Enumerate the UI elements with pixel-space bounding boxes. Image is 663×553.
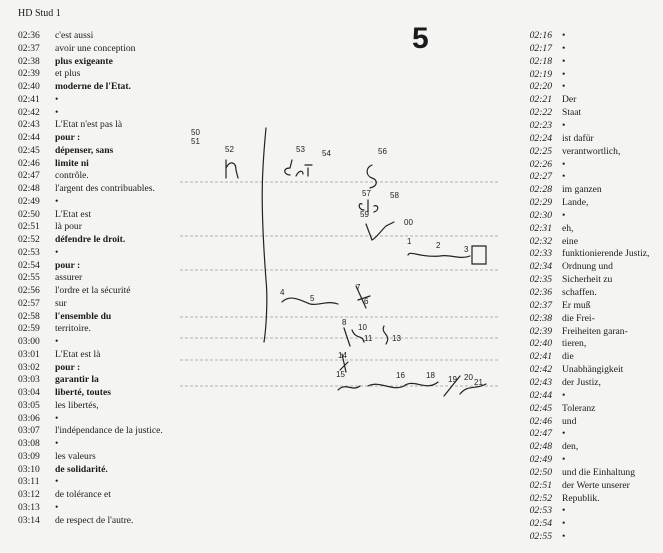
timestamp: 02:35: [529, 274, 552, 286]
note-number: 5: [310, 294, 315, 303]
timestamp: 02:45: [18, 144, 40, 156]
timestamp: 03:11: [18, 476, 40, 488]
transcript-text: •: [562, 119, 566, 131]
transcript-text: •: [562, 55, 566, 67]
note-number-labels: [191, 128, 483, 387]
transcript-text: •: [562, 389, 566, 401]
timestamp: 02:43: [18, 119, 40, 131]
timestamp: 02:46: [529, 415, 552, 427]
transcript-text: L'Etat est: [55, 208, 92, 220]
timestamp: 02:37: [18, 42, 40, 54]
transcript-text: •: [562, 428, 566, 440]
transcript-text: •: [562, 68, 566, 80]
timestamp: 02:57: [18, 297, 40, 309]
timestamp: 02:49: [18, 195, 40, 207]
timestamp: 02:48: [529, 441, 552, 453]
note-number: 8: [342, 318, 347, 327]
note-number: 10: [358, 323, 367, 332]
transcript-text: •: [55, 336, 59, 347]
handwriting-arrow: [366, 222, 394, 240]
timestamp: 02:23: [529, 119, 552, 131]
timestamp: 03:14: [18, 514, 40, 526]
timestamp: 02:44: [18, 132, 40, 143]
transcript-text: •: [55, 438, 59, 449]
transcript-text: contrôle.: [55, 170, 89, 182]
note-number: 54: [322, 149, 331, 158]
note-number: 00: [404, 218, 413, 227]
transcript-text: c'est aussi: [55, 30, 94, 41]
timestamp: 02:46: [18, 157, 40, 169]
transcript-text: plus exigeante: [55, 55, 113, 67]
transcript-text: und: [562, 415, 577, 427]
note-number: 18: [426, 371, 435, 380]
transcript-text: avoir une conception: [55, 42, 136, 54]
transcript-text: schaffen.: [562, 287, 597, 298]
transcript-text: den,: [562, 441, 579, 453]
timestamp: 02:21: [529, 94, 552, 106]
transcript-text: garantir la: [55, 374, 99, 386]
transcript-text: de respect de l'autre.: [55, 514, 134, 526]
transcript-text: •: [55, 195, 59, 207]
transcript-text: ist dafür: [562, 132, 594, 144]
note-number: 4: [280, 288, 285, 297]
transcript-text: pour :: [55, 259, 81, 271]
transcript-text: pour :: [55, 361, 81, 373]
timestamp: 02:44: [529, 389, 552, 401]
transcript-text: Er muß: [562, 299, 591, 311]
transcript-text: moderne de l'Etat.: [55, 81, 131, 92]
timestamp: 03:03: [18, 374, 40, 386]
transcript-text: assurer: [55, 272, 83, 284]
timestamp: 02:29: [529, 197, 552, 209]
note-number: 2: [436, 241, 441, 250]
transcript-text: •: [562, 81, 566, 93]
handwriting-def: [285, 160, 312, 176]
note-number: 16: [396, 371, 405, 380]
transcript-text: Freiheiten garan-: [562, 325, 628, 337]
transcript-text: funktionierende Justiz,: [562, 248, 650, 260]
timestamp: 03:01: [18, 348, 40, 360]
transcript-text: les valeurs: [55, 450, 96, 462]
note-number: 1: [407, 237, 412, 246]
timestamp: 02:36: [18, 30, 40, 41]
timestamp: 02:39: [18, 68, 40, 80]
timestamp: 03:06: [18, 412, 40, 424]
timestamp: 02:27: [529, 171, 552, 183]
transcript-text: •: [562, 42, 566, 54]
timestamp: 02:54: [18, 259, 40, 271]
timestamp: 02:33: [529, 248, 552, 260]
transcript-text: •: [562, 209, 566, 221]
handwriting-n: [226, 160, 238, 178]
transcript-text: L'Etat n'est pas là: [55, 119, 123, 131]
note-number: 3: [464, 245, 469, 254]
transcript-text: eh,: [562, 222, 574, 234]
timestamp: 02:47: [18, 170, 40, 182]
transcript-text: Toleranz: [562, 402, 596, 414]
transcript-text: •: [562, 531, 566, 543]
note-number: 57: [362, 189, 371, 198]
timestamp: 02:39: [529, 325, 552, 337]
transcript-text: et plus: [55, 68, 81, 80]
timestamp: 03:07: [18, 425, 40, 437]
transcript-text: Lande,: [562, 197, 589, 209]
timestamp: 03:10: [18, 463, 40, 475]
timestamp: 02:56: [18, 285, 40, 296]
transcript-text: Sicherheit zu: [562, 274, 613, 286]
note-number: 50: [191, 128, 200, 137]
transcript-text: Republik.: [562, 492, 600, 504]
note-number: 58: [390, 191, 399, 200]
timestamp: 02:43: [529, 376, 552, 388]
timestamp: 02:47: [529, 428, 552, 440]
timestamp: 02:51: [18, 221, 40, 233]
note-number: 21: [474, 378, 483, 387]
timestamp: 02:24: [529, 132, 552, 144]
transcript-text: liberté, toutes: [55, 387, 111, 398]
timestamp: 03:09: [18, 450, 40, 462]
transcript-text: les libertés,: [55, 399, 99, 411]
note-number: 52: [225, 145, 234, 154]
transcript-text: L'Etat est là: [55, 348, 101, 360]
timestamp: 02:17: [529, 42, 552, 54]
timestamp: 02:32: [529, 235, 552, 247]
timestamp: 03:05: [18, 399, 40, 411]
transcript-text: der Justiz,: [562, 376, 601, 388]
timestamp: 02:58: [18, 310, 40, 322]
timestamp: 03:12: [18, 489, 40, 500]
handwriting-s: [367, 165, 376, 188]
document-header: HD Stud 1: [18, 8, 61, 19]
transcript-text: sur: [55, 297, 67, 309]
transcript-text: eine: [562, 235, 578, 247]
timestamp: 02:50: [18, 208, 40, 220]
timestamp: 02:45: [529, 402, 552, 414]
timestamp: 02:52: [529, 492, 552, 504]
transcript-text: •: [562, 171, 566, 183]
note-number: 56: [378, 147, 387, 156]
transcript-text: l'ensemble du: [55, 310, 112, 322]
transcript-text: limite ni: [55, 157, 89, 169]
transcript-text: de solidarité.: [55, 463, 108, 475]
handwriting-exigeante: [408, 246, 486, 264]
timestamp: 02:48: [18, 183, 40, 194]
timestamp: 02:25: [529, 145, 552, 157]
timestamp: 02:26: [529, 158, 552, 170]
timestamp: 02:42: [529, 364, 552, 376]
timestamp: 02:37: [529, 299, 552, 311]
timestamp: 02:53: [18, 246, 40, 258]
vertical-division-stroke: [262, 128, 267, 342]
timestamp: 02:53: [529, 505, 552, 517]
transcript-text: •: [55, 501, 59, 513]
note-number: 14: [338, 351, 347, 360]
note-number: 20: [464, 373, 473, 382]
timestamp: 02:38: [529, 312, 552, 324]
transcript-text: •: [562, 505, 566, 517]
transcript-text: verantwortlich,: [562, 145, 621, 157]
timestamp: 02:49: [529, 454, 552, 466]
timestamp: 02:16: [529, 30, 552, 41]
timestamp: 03:00: [18, 336, 40, 347]
timestamp: 02:19: [529, 68, 552, 80]
transcript-text: •: [55, 412, 59, 424]
timestamp: 03:04: [18, 387, 40, 398]
transcript-text: •: [562, 454, 566, 466]
transcript-text: territoire.: [55, 323, 91, 335]
transcript-text: im ganzen: [562, 184, 602, 196]
timestamp: 02:40: [529, 338, 552, 350]
timestamp: 02:42: [18, 106, 40, 118]
transcript-text: l'argent des contribuables.: [55, 183, 155, 194]
transcript-text: die Frei-: [562, 312, 595, 324]
transcript-text: pour :: [55, 132, 81, 143]
transcript-text: •: [562, 158, 566, 170]
transcript-text: là pour: [55, 221, 82, 233]
timestamp: 02:40: [18, 81, 40, 92]
transcript-text: dépenser, sans: [55, 144, 114, 156]
timestamp: 02:18: [529, 55, 552, 67]
transcript-text: Staat: [562, 107, 582, 119]
transcript-text: tieren,: [562, 338, 587, 350]
transcript-text: l'ordre et la sécurité: [55, 285, 131, 296]
transcript-text: •: [55, 476, 59, 488]
transcript-text: défendre le droit.: [55, 234, 126, 245]
note-number: 13: [392, 334, 401, 343]
timestamp: 02:51: [529, 479, 552, 491]
timestamp: 02:59: [18, 323, 40, 335]
timestamp: 03:13: [18, 501, 40, 513]
note-number: 51: [191, 137, 200, 146]
timestamp: 02:55: [18, 272, 40, 284]
timestamp: 02:54: [529, 518, 552, 530]
note-number: 59: [360, 210, 369, 219]
timestamp: 02:38: [18, 55, 40, 67]
timestamp: 03:02: [18, 361, 40, 373]
timestamp: 02:55: [529, 531, 552, 543]
timestamp: 02:41: [529, 351, 552, 363]
transcript-text: •: [562, 30, 566, 41]
note-number: 7: [356, 283, 361, 292]
timestamp: 02:28: [529, 184, 552, 196]
note-number: 15: [336, 370, 345, 379]
note-number: 6: [364, 297, 369, 306]
transcript-text: •: [562, 518, 566, 530]
transcript-text: und die Einhaltung: [562, 466, 636, 478]
transcript-text: die: [562, 351, 574, 363]
transcript-text: •: [55, 106, 59, 118]
page-number: 5: [412, 22, 429, 55]
timestamp: 02:20: [529, 81, 552, 93]
note-number: 53: [296, 145, 305, 154]
timestamp: 02:30: [529, 209, 552, 221]
transcript-text: Unabhängigkeit: [562, 364, 624, 376]
note-number: 11: [364, 334, 373, 343]
timestamp: 02:50: [529, 466, 552, 478]
transcript-text: Der: [562, 94, 577, 106]
timestamp: 03:08: [18, 438, 40, 449]
transcript-text: l'indépendance de la justice.: [55, 425, 163, 437]
transcript-text: •: [55, 246, 59, 258]
transcript-text: de tolérance et: [55, 489, 111, 500]
transcript-text: Ordnung und: [562, 261, 613, 273]
timestamp: 02:36: [529, 287, 552, 298]
note-number: 19: [448, 375, 457, 384]
timestamp: 02:34: [529, 261, 552, 273]
timestamp: 02:31: [529, 222, 552, 234]
transcript-text: der Werte unserer: [562, 479, 630, 491]
transcript-text: •: [55, 93, 59, 105]
timestamp: 02:52: [18, 234, 40, 245]
timestamp: 02:22: [529, 107, 552, 119]
timestamp: 02:41: [18, 93, 40, 105]
